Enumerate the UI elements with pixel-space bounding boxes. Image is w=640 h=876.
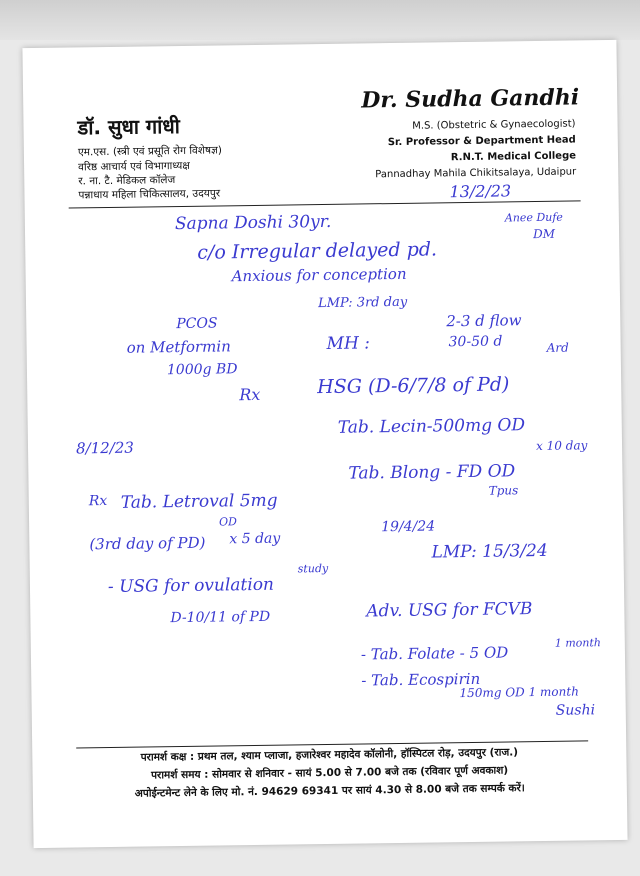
- handwritten-notes: [22, 40, 627, 848]
- tab-folate: - Tab. Folate - 5 OD: [360, 643, 509, 664]
- doctor-signature: Sushi: [555, 702, 596, 719]
- mh-label: MH :: [326, 333, 371, 354]
- visit-date-1: 13/2/23: [449, 181, 512, 202]
- prescription-sheet: [22, 40, 627, 848]
- lmp-note-2: LMP: 15/3/24: [431, 540, 548, 563]
- tab-blong-note: Tpus: [488, 483, 519, 498]
- consultation-hours: परामर्श समय : सोमवार से शनिवार - सायं 5.00 से 7.00 बजे तक (रविवार पूर्ण अवकाश): [150, 764, 509, 782]
- hospital-english: Pannadhay Mahila Chikitsalaya, Udaipur: [375, 166, 577, 181]
- qualification-hindi: एम.एस. (स्त्री एवं प्रसूति रोग विशेषज्ञ): [77, 144, 222, 159]
- lmp-note: LMP: 3rd day: [317, 294, 408, 312]
- qualification-english: M.S. (Obstetric & Gynaecologist): [412, 118, 576, 132]
- metformin-dose: 1000g BD: [166, 361, 238, 379]
- tab-folate-duration: 1 month: [554, 636, 602, 650]
- college-hindi: र. ना. टै. मेडिकल कॉलेज: [78, 174, 176, 188]
- visit-date-3: 19/4/24: [381, 518, 436, 536]
- patient-name: Sapna Doshi 30yr.: [174, 211, 332, 235]
- usg-ovulation-study: study: [297, 561, 329, 576]
- tab-blong: Tab. Blong - FD OD: [348, 461, 516, 484]
- tab-ecospirin-dose: 150mg OD 1 month: [459, 684, 579, 701]
- metformin-note: on Metformin: [126, 337, 231, 357]
- appointment-contact: अपोईन्टमेन्ट लेने के लिए मो. नं. 94629 69341 पर सायं 4.30 से 8.00 बजे तक सम्पर्क करें।: [134, 782, 525, 800]
- designation-hindi: वरिष्ठ आचार्य एवं विभागाध्यक्ष: [78, 159, 190, 174]
- scan-shadow: [0, 0, 640, 40]
- side-note-a: Anee Dufe: [504, 210, 563, 225]
- side-note-b: DM: [532, 226, 556, 242]
- doctor-name-english: Dr. Sudha Gandhi: [361, 84, 580, 114]
- tab-ecospirin: - Tab. Ecospirin: [361, 669, 481, 690]
- tab-letroval-duration: x 5 day: [229, 530, 281, 548]
- hsg-order: HSG (D-6/7/8 of Pd): [317, 373, 510, 399]
- advice-usg: Adv. USG for FCVB: [366, 599, 533, 622]
- mh-note: Ard: [546, 340, 569, 355]
- complaint-line-2: Anxious for conception: [231, 264, 407, 286]
- visit-date-2: 8/12/23: [75, 438, 134, 458]
- tab-letroval-day: (3rd day of PD): [89, 533, 206, 554]
- tab-letroval: Tab. Letroval 5mg: [120, 490, 278, 513]
- complaint-line: c/o Irregular delayed pd.: [197, 238, 438, 264]
- mh-flow: 2-3 d flow: [446, 311, 522, 331]
- rx-symbol-1: Rx: [239, 384, 261, 405]
- usg-ovulation-days: D-10/11 of PD: [170, 608, 271, 627]
- tab-lecin-duration: x 10 day: [535, 438, 588, 454]
- clinic-address: परामर्श कक्ष : प्रथम तल, श्याम प्लाजा, हजारेश्वर महादेव कॉलोनी, हॉस्पिटल रोड़, उदयपुर (राज.): [140, 746, 519, 764]
- usg-ovulation: - USG for ovulation: [107, 574, 275, 598]
- rx-symbol-2: Rx: [88, 493, 108, 510]
- mh-cycle: 30-50 d: [448, 333, 503, 351]
- doctor-name-hindi: डॉ. सुधा गांधी: [77, 113, 181, 140]
- hospital-hindi: पन्नाधाय महिला चिकित्सालय, उदयपुर: [78, 187, 221, 202]
- tab-lecin: Tab. Lecin-500mg OD: [337, 415, 526, 438]
- designation-english: Sr. Professor & Department Head: [387, 134, 576, 149]
- pcos-note: PCOS: [176, 315, 218, 333]
- college-english: R.N.T. Medical College: [450, 150, 577, 164]
- tab-letroval-freq: OD: [218, 515, 238, 529]
